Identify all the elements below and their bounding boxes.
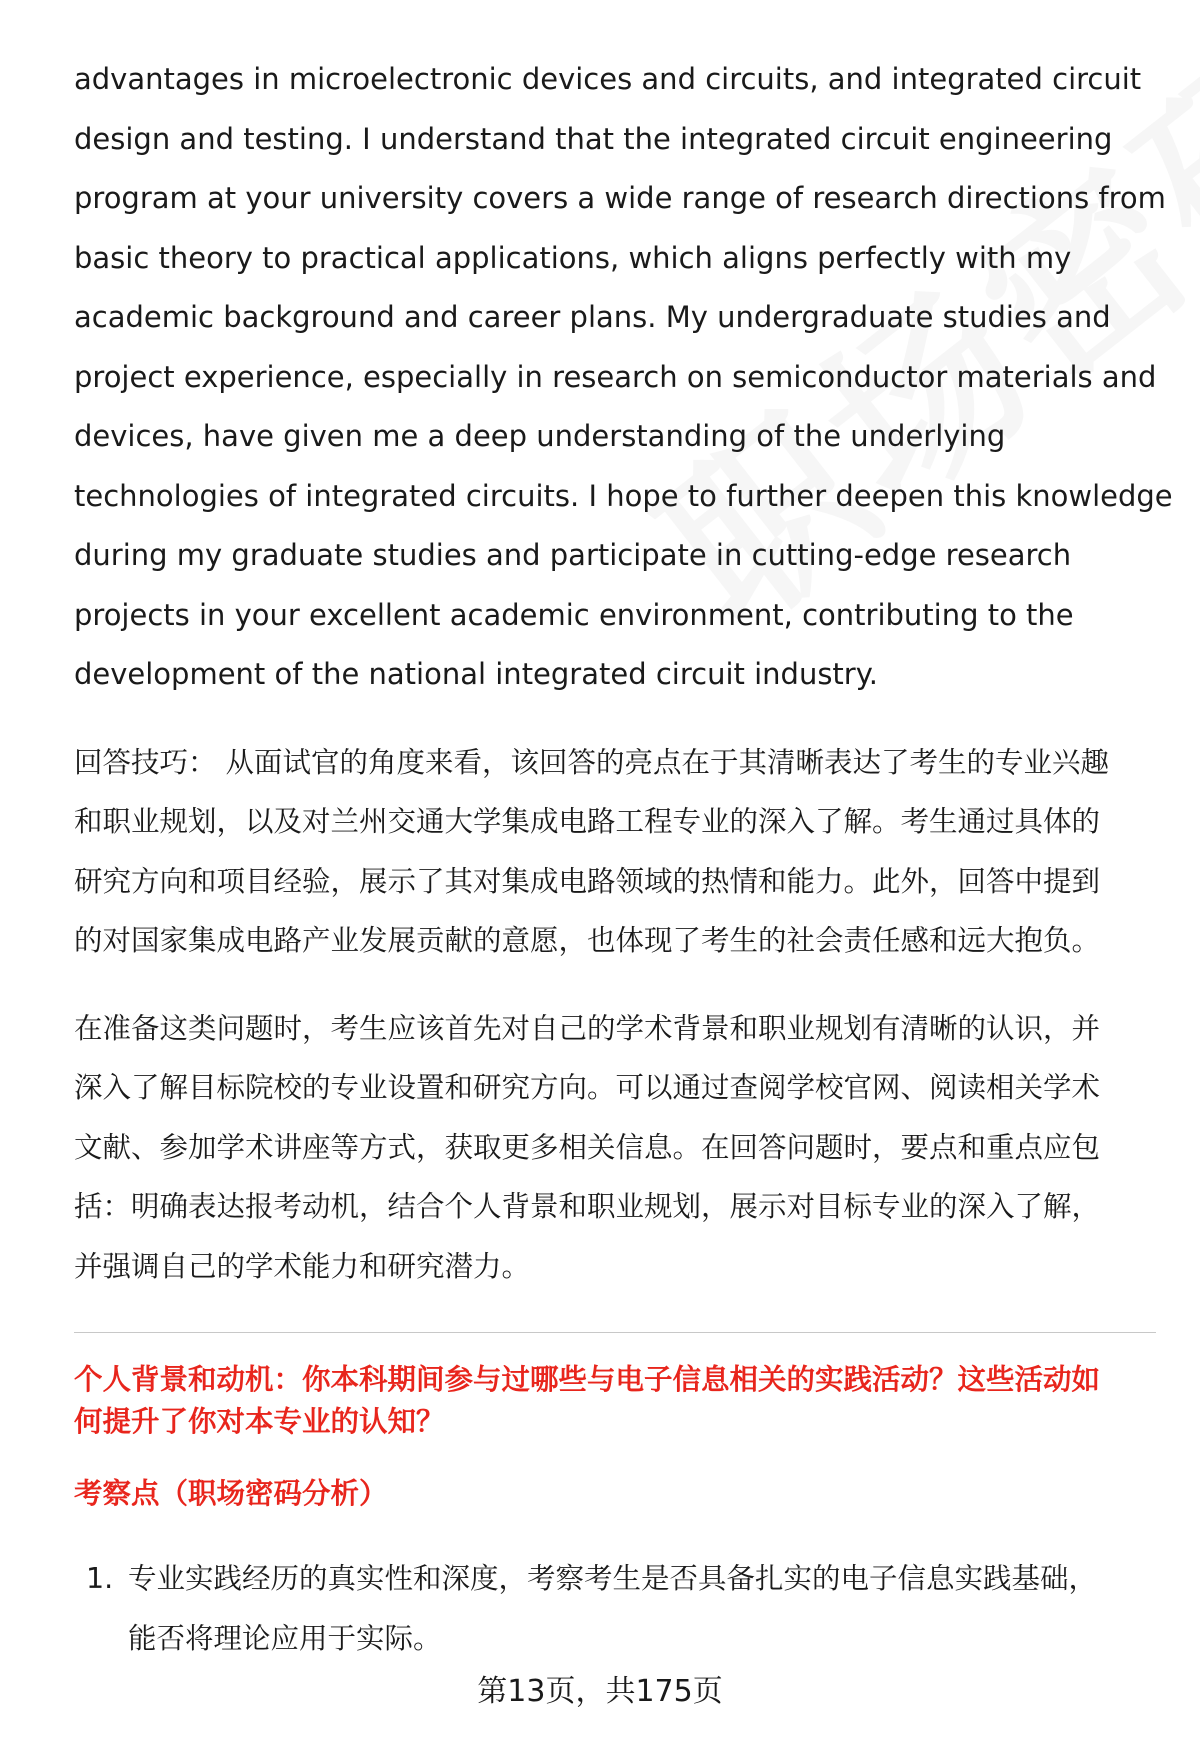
paragraph-line: 回答技巧： 从面试官的角度来看，该回答的亮点在于其清晰表达了考生的专业兴趣 [74, 745, 1110, 779]
page-number-footer: 第13页，共175页 [477, 1674, 723, 1709]
paragraph-line: 并强调自己的学术能力和研究潜力。 [74, 1249, 531, 1283]
paragraph-line: during my graduate studies and participate in cutting-edge research [74, 538, 1072, 572]
paragraph-line: 括：明确表达报考动机，结合个人背景和职业规划，展示对目标专业的深入了解， [74, 1190, 1101, 1223]
heading-line: 个人背景和动机：你本科期间参与过哪些与电子信息相关的实践活动？这些活动如 [74, 1363, 1101, 1396]
paragraph-line: development of the national integrated circuit industry. [74, 657, 878, 691]
paragraph-line: devices, have given me a deep understanding of the underlying [74, 419, 1006, 453]
list-item-line: 专业实践经历的真实性和深度，考察考生是否具备扎实的电子信息实践基础， [128, 1562, 1098, 1595]
paragraph-line: 和职业规划，以及对兰州交通大学集成电路工程专业的深入了解。考生通过具体的 [74, 805, 1101, 838]
list-item [74, 1549, 1156, 1668]
answer-tips-paragraph [74, 733, 1156, 971]
paragraph-line: 文献、参加学术讲座等方式，获取更多相关信息。在回答问题时，要点和重点应包 [74, 1130, 1101, 1164]
paragraph-line: project experience, especially in research on semiconductor materials and [74, 359, 1157, 394]
paragraph-line: basic theory to practical applications, which aligns perfectly with my [74, 240, 1072, 275]
paragraph-line: academic background and career plans. My undergraduate studies and [74, 300, 1111, 334]
preparation-advice-paragraph [74, 999, 1156, 1297]
paragraph-line: 研究方向和项目经验，展示了其对集成电路领域的热情和能力。此外，回答中提到 [74, 864, 1101, 898]
assessment-points-list [74, 1549, 1156, 1668]
english-answer-paragraph [74, 50, 1173, 705]
paragraph-line: 深入了解目标院校的专业设置和研究方向。可以通过查阅学校官网、阅读相关学术 [74, 1071, 1101, 1104]
paragraph-line: advantages in microelectronic devices and circuits, and integrated circuit [74, 62, 1142, 96]
paragraph-line: program at your university covers a wide range of research directions from [74, 181, 1166, 215]
interview-question-heading [74, 1359, 1156, 1443]
paragraph-line: 在准备这类问题时，考生应该首先对自己的学术背景和职业规划有清晰的认识，并 [74, 1011, 1101, 1045]
paragraph-line: design and testing. I understand that the integrated circuit engineering [74, 121, 1113, 156]
assessment-points-heading: 考察点（职场密码分析） [74, 1477, 388, 1510]
paragraph-line: 的对国家集成电路产业发展贡献的意愿，也体现了考生的社会责任感和远大抱负。 [74, 924, 1101, 957]
heading-line: 何提升了你对本专业的认知？ [74, 1405, 445, 1438]
section-divider [74, 1332, 1156, 1333]
list-item-line: 能否将理论应用于实际。 [128, 1621, 442, 1655]
list-item-number: 1. [86, 1562, 114, 1595]
paragraph-line: technologies of integrated circuits. I hope to further deepen this knowledge [74, 478, 1173, 513]
document-page [74, 50, 1173, 1668]
paragraph-line: projects in your excellent academic environment, contributing to the [74, 597, 1074, 632]
